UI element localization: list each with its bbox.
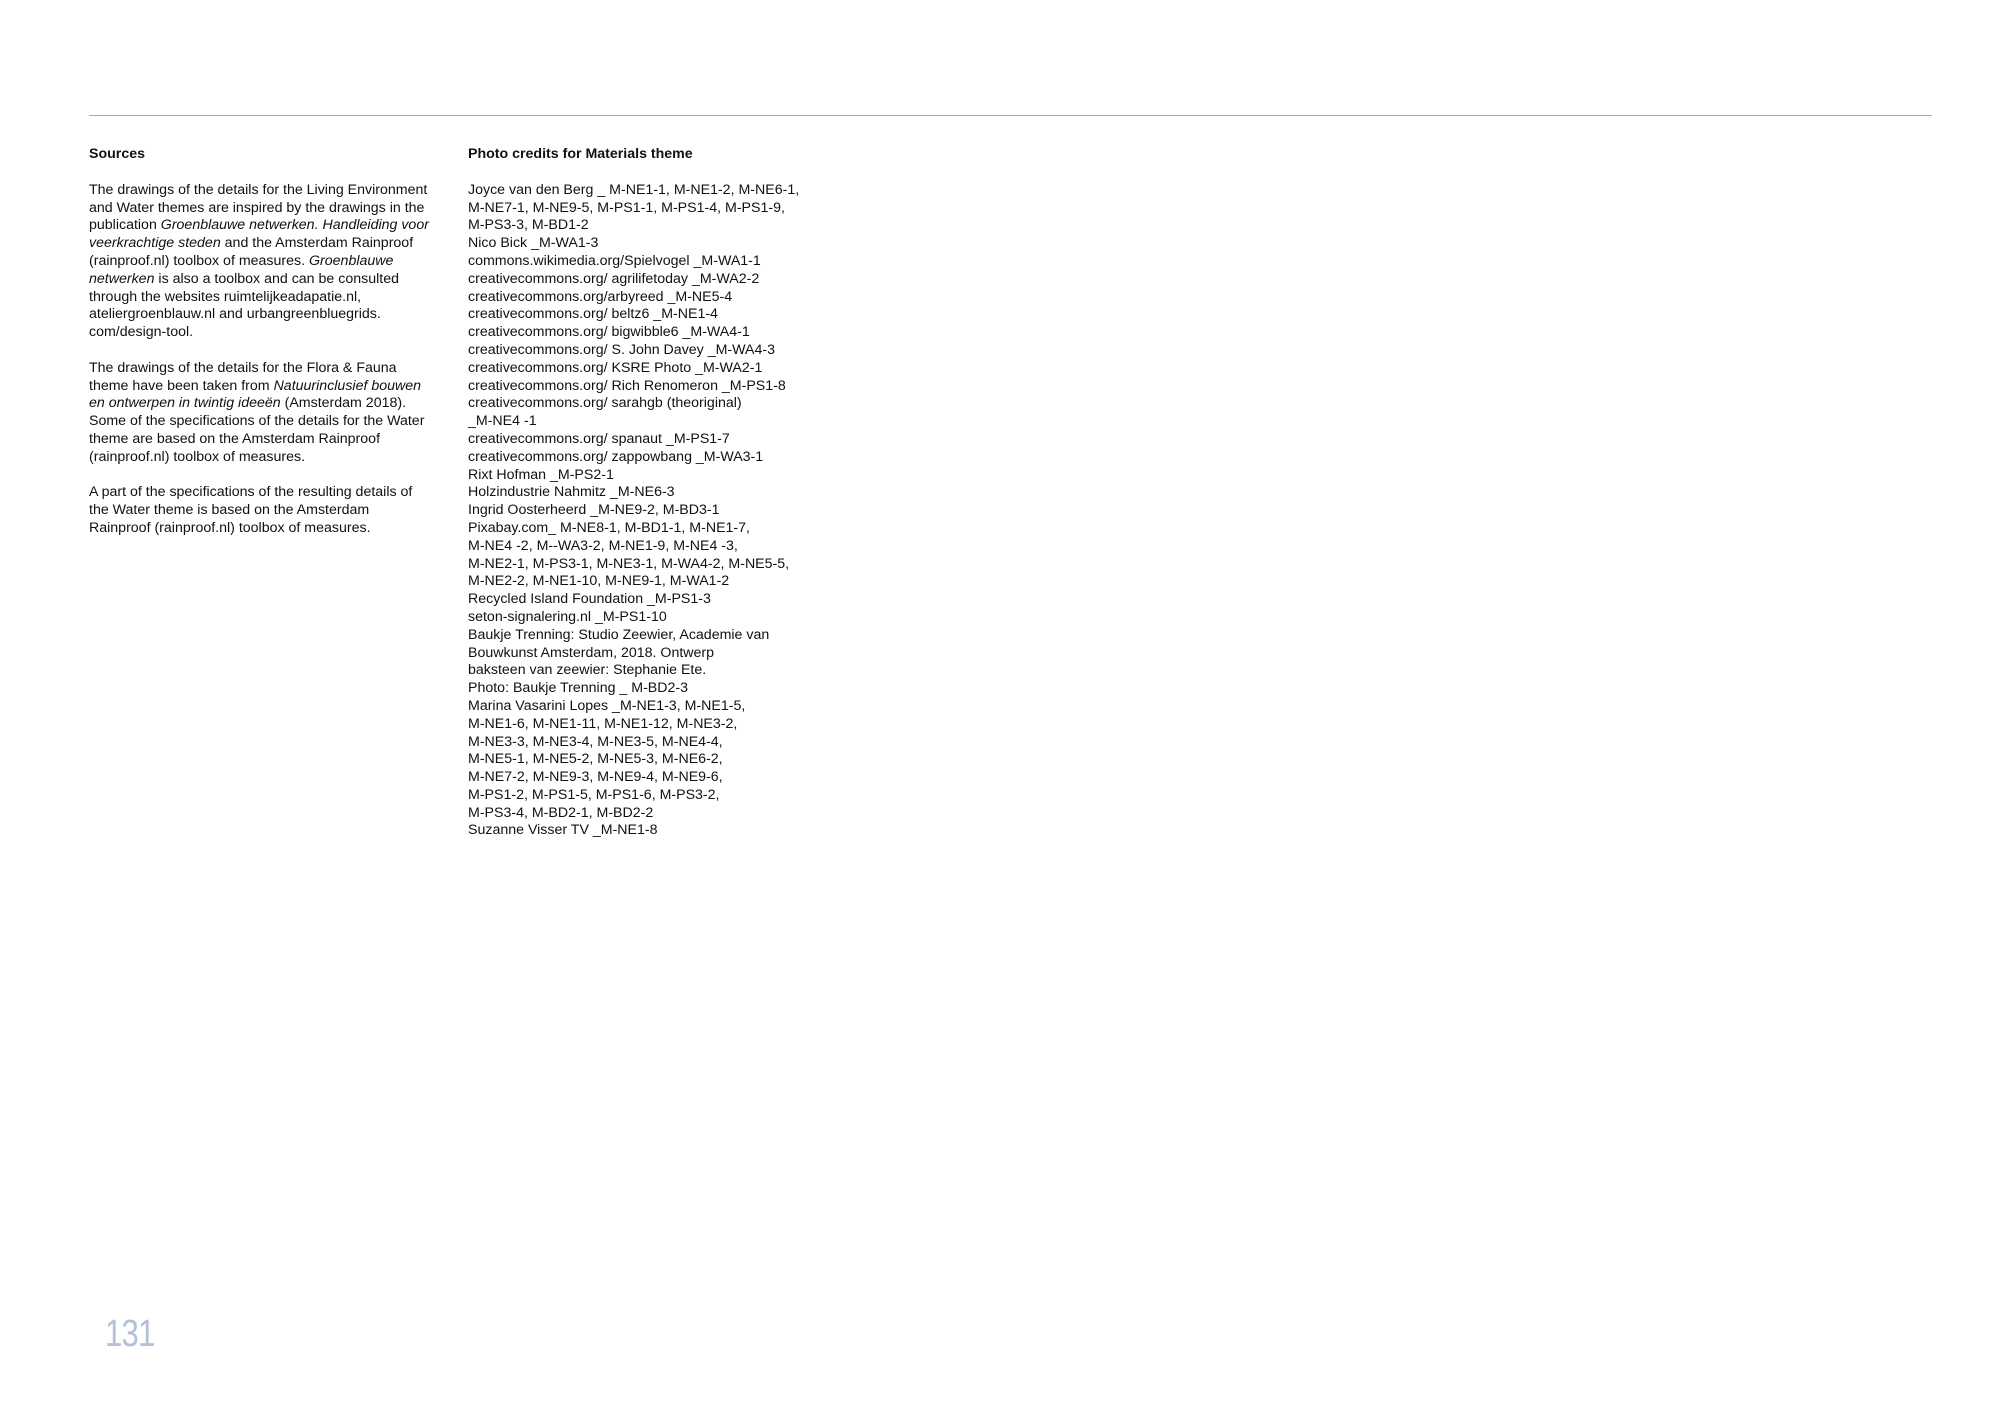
credit-line: Nico Bick _M-WA1-3 xyxy=(468,235,599,252)
credit-line: Bouwkunst Amsterdam, 2018. Ontwerp xyxy=(468,644,715,661)
credit-line: Ingrid Oosterheerd _M-NE9-2, M-BD3-1 xyxy=(468,502,720,519)
credit-line: M-NE2-2, M-NE1-10, M-NE9-1, M-WA1-2 xyxy=(468,573,730,590)
credit-line: Joyce van den Berg _ M-NE1-1, M-NE1-2, M-NE6-1, xyxy=(468,181,800,198)
credit-line: M-NE5-1, M-NE5-2, M-NE5-3, M-NE6-2, xyxy=(468,751,723,768)
credit-line: M-NE7-2, M-NE9-3, M-NE9-4, M-NE9-6, xyxy=(468,769,723,786)
paragraph-text: and the Amsterdam Rainproof (rainproof.nl) toolbox of measures. xyxy=(89,235,414,269)
publication-title: Groenblauwe netwerken. Handleiding voor veerkrachtige steden xyxy=(89,217,429,252)
sources-body xyxy=(89,182,429,538)
sources-paragraph xyxy=(89,360,429,467)
credit-line: Pixabay.com_ M-NE8-1, M-BD1-1, M-NE1-7, xyxy=(468,519,750,536)
credit-line: creativecommons.org/ zappowbang _M-WA3-1 xyxy=(468,448,764,465)
credit-line: creativecommons.org/ bigwibble6 _M-WA4-1 xyxy=(468,324,750,341)
publication-title: Natuurinclusief bouwen en ontwerpen in twintig ideeën xyxy=(89,377,422,412)
paragraph-text: (Amsterdam 2018). Some of the specifications of the details for the Water theme are based on the Amsterdam Rainproof (rainproof.nl) toolbox of measures. xyxy=(89,395,425,465)
credit-line: M-PS3-3, M-BD1-2 xyxy=(468,217,589,234)
credit-line: M-NE2-1, M-PS3-1, M-NE3-1, M-WA4-2, M-NE5-5, xyxy=(468,555,790,572)
credit-line: M-PS1-2, M-PS1-5, M-PS1-6, M-PS3-2, xyxy=(468,786,720,803)
credit-line: creativecommons.org/ agrilifetoday _M-WA2-2 xyxy=(468,270,760,287)
credit-line: Photo: Baukje Trenning _ M-BD2-3 xyxy=(468,680,689,697)
photo-credits-column xyxy=(468,146,828,840)
credit-line: M-PS3-4, M-BD2-1, M-BD2-2 xyxy=(468,804,654,821)
credit-line: Recycled Island Foundation _M-PS1-3 xyxy=(468,591,711,608)
credit-line: creativecommons.org/ Rich Renomeron _M-PS1-8 xyxy=(468,377,786,394)
header-divider xyxy=(89,115,1932,116)
sources-paragraph xyxy=(89,182,429,342)
photo-credits-list xyxy=(468,182,828,840)
credit-line: creativecommons.org/ KSRE Photo _M-WA2-1 xyxy=(468,359,763,376)
paragraph-text: The drawings of the details for the Flora & Fauna theme have been taken from xyxy=(89,359,397,394)
sources-paragraph xyxy=(89,484,429,537)
credit-line: creativecommons.org/ spanaut _M-PS1-7 xyxy=(468,430,730,447)
credit-line: M-NE3-3, M-NE3-4, M-NE3-5, M-NE4-4, xyxy=(468,733,723,750)
credit-line: creativecommons.org/ beltz6 _M-NE1-4 xyxy=(468,306,718,323)
credit-line: baksteen van zeewier: Stephanie Ete. xyxy=(468,662,707,679)
credit-line: creativecommons.org/arbyreed _M-NE5-4 xyxy=(468,288,733,305)
credit-line: M-NE7-1, M-NE9-5, M-PS1-1, M-PS1-4, M-PS1-9, xyxy=(468,199,785,216)
sources-heading: Sources xyxy=(89,146,145,162)
photo-credits-heading: Photo credits for Materials theme xyxy=(468,146,693,162)
paragraph-text: A part of the specifications of the resulting details of the Water theme is based on the Amsterdam Rainproof (rainproof.nl) toolbox of measures. xyxy=(89,484,413,536)
credit-line: Baukje Trenning: Studio Zeewier, Academie van xyxy=(468,626,770,643)
credit-line: Suzanne Visser TV _M-NE1-8 xyxy=(468,822,658,839)
sources-column xyxy=(89,146,429,556)
credit-line: Marina Vasarini Lopes _M-NE1-3, M-NE1-5, xyxy=(468,697,746,714)
credit-line: Holzindustrie Nahmitz _M-NE6-3 xyxy=(468,484,675,501)
credit-line: M-NE1-6, M-NE1-11, M-NE1-12, M-NE3-2, xyxy=(468,715,738,732)
credit-line: commons.wikimedia.org/Spielvogel _M-WA1-1 xyxy=(468,252,761,269)
credit-line: Rixt Hofman _M-PS2-1 xyxy=(468,466,614,483)
credit-line: M-NE4 -2, M--WA3-2, M-NE1-9, M-NE4 -3, xyxy=(468,537,738,554)
paragraph-text: is also a toolbox and can be consulted through the websites ruimtelijkeadapatie.nl, ateliergroenblauw.nl and urbangreenbluegrids. com/design-tool. xyxy=(89,270,399,341)
paragraph-text: The drawings of the details for the Living Environment and Water themes are inspired by the drawings in the publication xyxy=(89,181,428,234)
publication-title: Groenblauwe netwerken xyxy=(89,252,394,287)
credit-line: _M-NE4 -1 xyxy=(468,413,537,430)
credit-line: seton-signalering.nl _M-PS1-10 xyxy=(468,608,667,625)
credit-line: creativecommons.org/ sarahgb (theoriginal) xyxy=(468,395,742,412)
page-number: 131 xyxy=(105,1313,155,1355)
credit-line: creativecommons.org/ S. John Davey _M-WA4-3 xyxy=(468,341,775,358)
